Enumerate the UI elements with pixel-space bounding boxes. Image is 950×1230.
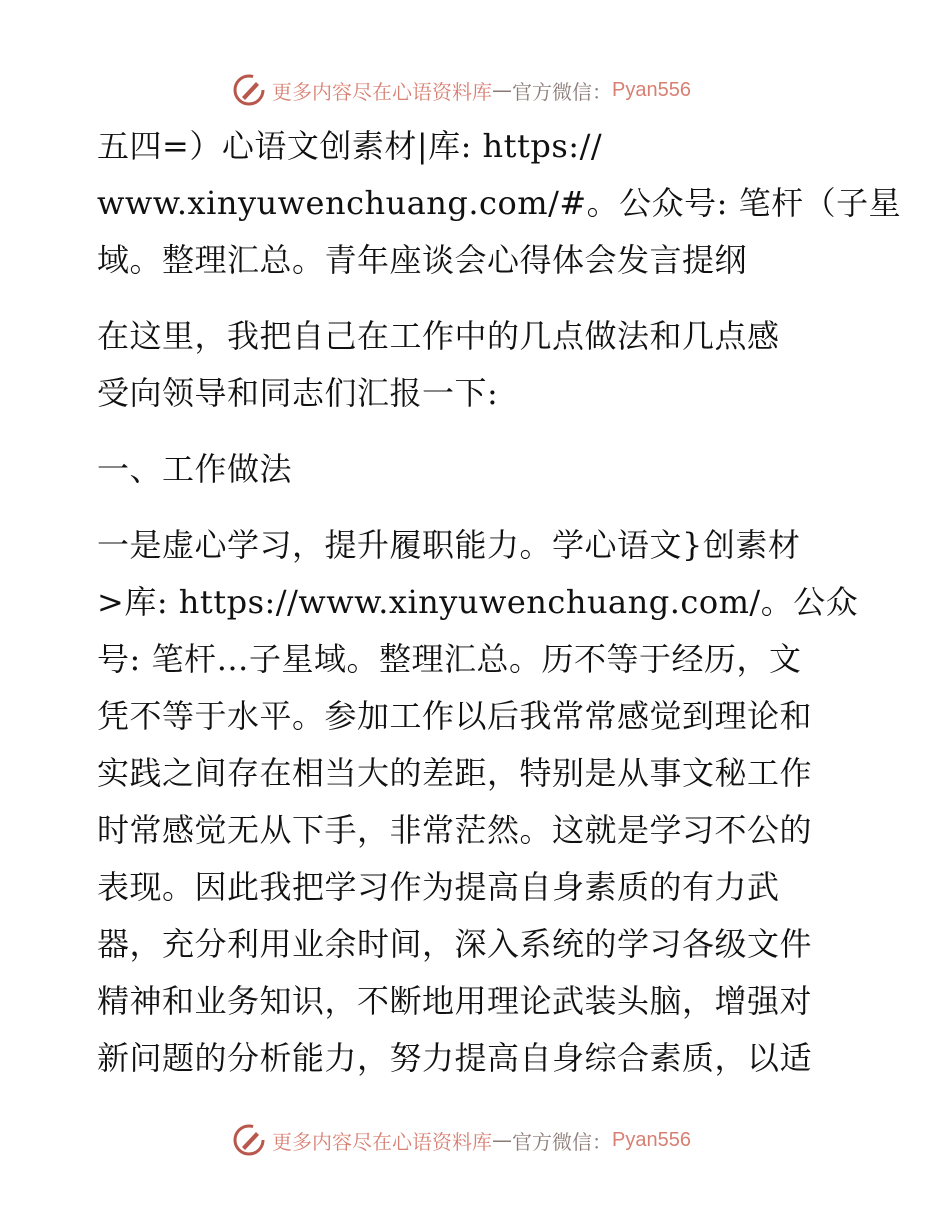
paragraph — [97, 441, 857, 498]
text-line: 五四=）心语文创素材|库: https:// — [97, 127, 603, 165]
watermark-label: 官方微信： — [512, 1129, 612, 1154]
text-line: 精神和业务知识，不断地用理论武装头脑，增强对 — [97, 982, 813, 1020]
watermark-wechat: Pyan556 — [612, 1128, 691, 1151]
watermark-site-text: 更多内容尽在心语资料库 — [272, 79, 492, 104]
text-line: 器，充分利用业余时间，深入系统的学习各级文件 — [97, 925, 813, 963]
footer-watermark — [232, 1120, 712, 1160]
watermark-site-text: 更多内容尽在心语资料库 — [272, 1129, 492, 1154]
text-line: www.xinyuwenchuang.com/#。公众号: 笔杆（子星 — [97, 184, 902, 222]
header-watermark — [232, 70, 712, 110]
paragraph — [97, 118, 902, 289]
text-line: 新问题的分析能力，努力提高自身综合素质，以适 — [97, 1039, 813, 1077]
text-line: 一、工作做法 — [97, 450, 293, 488]
pen-logo-icon — [232, 73, 266, 107]
text-line: 号: 笔杆…子星域。整理汇总。历不等于经历，文 — [97, 640, 802, 678]
watermark-label: 官方微信： — [512, 79, 612, 104]
text-line: 表现。因此我把学习作为提高自身素质的有力武 — [97, 868, 780, 906]
watermark-wechat: Pyan556 — [612, 78, 691, 101]
text-line: 时常感觉无从下手，非常茫然。这就是学习不公的 — [97, 811, 813, 849]
pen-logo-icon — [232, 1123, 266, 1157]
watermark-dash: — — [492, 78, 512, 102]
paragraph — [97, 517, 857, 1087]
text-line: 凭不等于水平。参加工作以后我常常感觉到理论和 — [97, 697, 813, 735]
text-line: 受向领导和同志们汇报一下: — [97, 374, 499, 412]
text-line: 实践之间存在相当大的差距，特别是从事文秘工作 — [97, 754, 813, 792]
document-body — [97, 118, 902, 1106]
text-line: 域。整理汇总。青年座谈会心得体会发言提纲 — [97, 241, 748, 279]
text-line: 在这里，我把自己在工作中的几点做法和几点感 — [97, 317, 780, 355]
text-line: >库: https://www.xinyuwenchuang.com/。公众 — [97, 583, 859, 621]
paragraph — [97, 308, 857, 422]
watermark-dash: — — [492, 1128, 512, 1152]
text-line: 一是虚心学习，提升履职能力。学心语文}创素材 — [97, 526, 801, 564]
